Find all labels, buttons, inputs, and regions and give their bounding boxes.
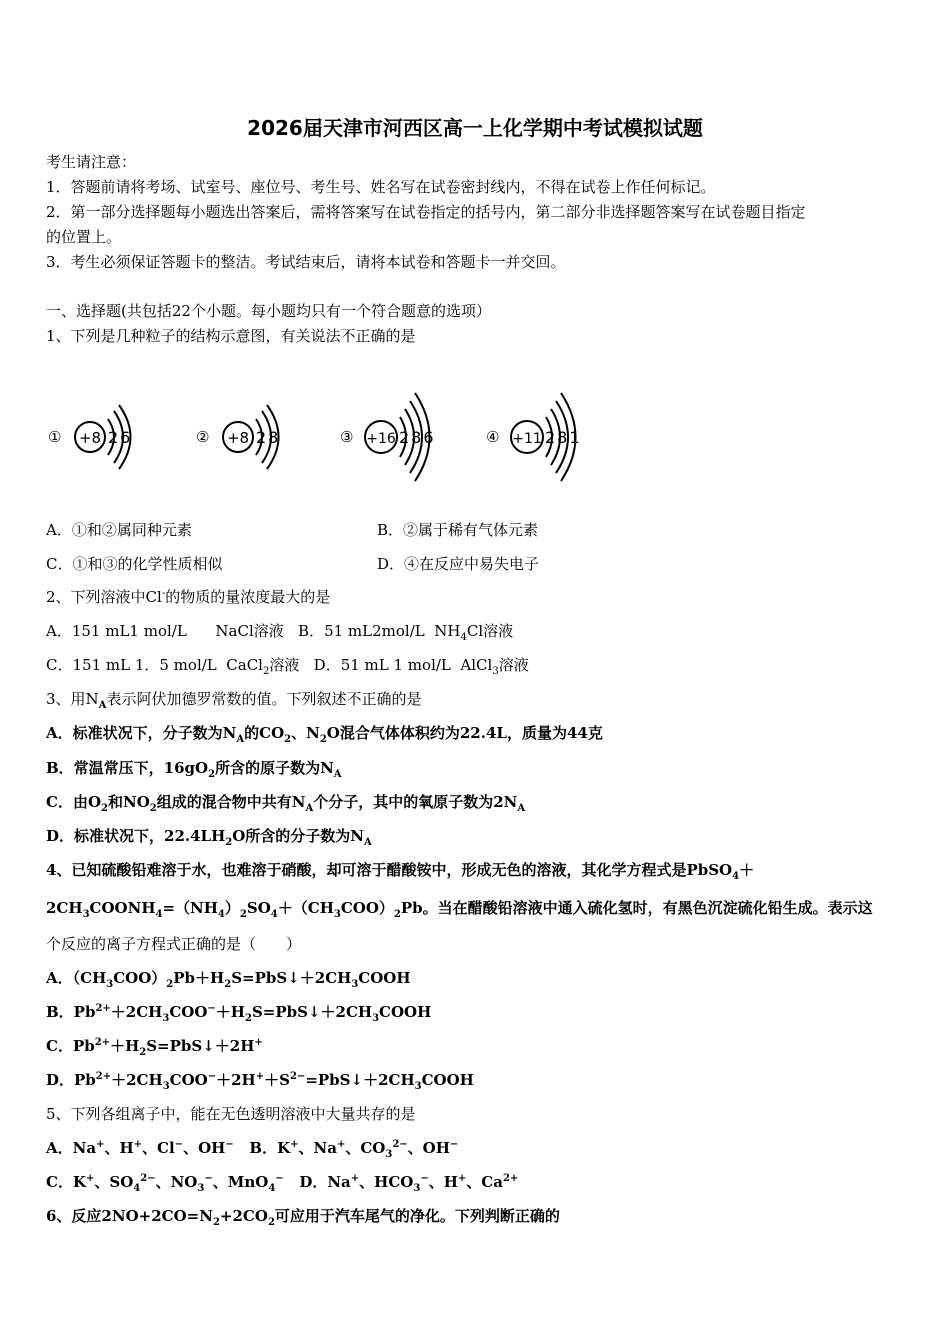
q4-stem-line-3: 个反应的离子方程式正确的是（ ） [46,935,302,953]
q1-stem: 1、下列是几种粒子的结构示意图，有关说法不正确的是 [46,327,416,345]
atom-shells: 286 [399,428,436,447]
atom-shells: 28 [256,428,281,447]
page-title: 2026届天津市河西区高一上化学期中考试模拟试题 [247,116,703,140]
notice-item-2: 2．第一部分选择题每小题选出答案后，需将答案写在试卷指定的括号内，第二部分非选择题答案写在试卷题目指定 [46,203,806,221]
q1-option-d[interactable]: D．④在反应中易失电子 [377,555,540,573]
q2-stem: 2、下列溶液中Cl-的物质的量浓度最大的是 [46,588,331,606]
atom-shells: 26 [108,428,133,447]
atom-label: ④ [486,428,500,446]
section-heading: 一、选择题(共包括22个小题。每小题均只有一个符合题意的选项） [46,302,491,320]
atom-label: ③ [340,428,354,446]
q5-stem: 5、下列各组离子中，能在无色透明溶液中大量共存的是 [46,1105,416,1123]
atom-label: ① [48,428,62,446]
atom-diagram-4 [484,385,594,493]
q1-option-a[interactable]: A．①和②属同种元素 [46,521,192,539]
notice-item-3: 3．考生必须保证答题卡的整洁。考试结束后，请将本试卷和答题卡一并交回。 [46,253,566,271]
notice-item-2-cont: 的位置上。 [46,228,122,246]
atom-diagram-2 [194,385,294,493]
q5-options-ab[interactable]: A．Na+、H+、Cl−、OH− B．K+、Na+、$CO_3^{2-}$、OH− [46,1139,459,1160]
q5-options-cd[interactable]: C．K+、$SO_4^{2-}$、$NO_3^-$、MnO$_4$− D．Na+、$HCO_3^-$、H+、$Ca^{2+}$ [46,1173,519,1194]
q1-option-b[interactable]: B．②属于稀有气体元素 [377,521,539,539]
q4-option-a[interactable]: A．$(CH_3COO)_2Pb+H_2S=PbS↓+2CH_3COOH$ [46,969,411,990]
q3-option-a[interactable]: A．标准状况下，分子数为$N_A$的$CO_2$、$N_2O$混合气体体积约为22.4L，质量为44克 [46,724,603,745]
atom-shells: 281 [545,428,582,447]
q3-option-d[interactable]: D．标准状况下，$22.4LH_2O$所含的分子数为$N_A$ [46,827,372,848]
q1-option-c[interactable]: C．①和③的化学性质相似 [46,555,223,573]
q4-option-c[interactable]: C．$Pb^{2+}+H_2S=PbS↓+2H^+$ [46,1037,263,1058]
atom-nucleus: +8 [78,429,102,447]
atom-nucleus: +16 [366,431,396,447]
q4-stem-line-1: 4、已知硫酸铅难溶于水，也难溶于硝酸，却可溶于醋酸铵中，形成无色的溶液，其化学方程式是PbSO$_4$＋ [46,861,755,882]
q2-options-cd[interactable]: C．151 mL 1．5 mol/L CaCl$_2$溶液 D．51 mL 1 mol/L AlCl$_3$溶液 [46,656,529,677]
notice-heading: 考生请注意： [46,153,137,171]
atom-diagram-1 [46,385,146,493]
q3-option-b[interactable]: B．常温常压下，$16gO_2$所含的原子数为$N_A$ [46,759,342,780]
q6-stem: 6、反应$2NO+2CO=N_2+2CO_2$可应用于汽车尾气的净化。下列判断正确的 [46,1207,560,1228]
atom-nucleus: +8 [226,429,250,447]
notice-item-1: 1．答题前请将考场、试室号、座位号、考生号、姓名写在试卷密封线内，不得在试卷上作任何标记。 [46,178,716,196]
q4-option-b[interactable]: B．$Pb^{2+}+2CH_3COO^-+H_2S=PbS↓+2CH_3COOH$ [46,1003,432,1024]
q3-option-c[interactable]: C．由$O_2$和$NO_2$组成的混合物中共有$N_A$个分子，其中的氧原子数为$2N_A$ [46,793,526,814]
atom-nucleus: +11 [512,431,542,447]
q4-stem-line-2: $2CH_3COONH_4=(NH_4)_2SO_4+(CH_3COO)_2Pb$。当在醋酸铅溶液中通入硫化氢时，有黑色沉淀硫化铅生成。表示这 [46,899,873,920]
q2-options-ab[interactable]: A．151 mL1 mol/L NaCl溶液 B．51 mL2mol/L $NH_4Cl$溶液 [46,622,514,643]
atom-label: ② [196,428,210,446]
q3-stem: 3、用$N_A$表示阿伏加德罗常数的值。下列叙述不正确的是 [46,690,422,711]
q4-option-d[interactable]: D．$Pb^{2+}+2CH_3COO^-+2H^++S^{2-}=PbS↓+2CH_3COOH$ [46,1071,474,1092]
atom-diagram-3 [338,385,448,493]
